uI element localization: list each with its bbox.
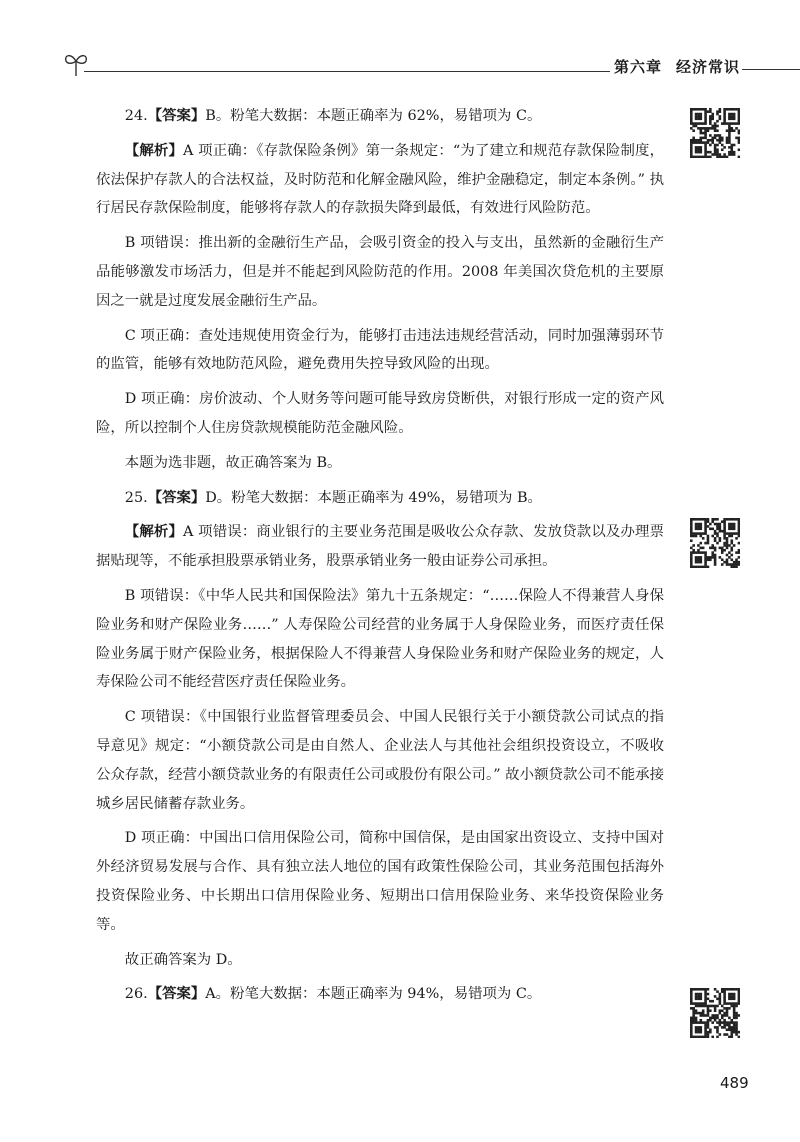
analysis-25-c: C 项错误：《中国银行业监督管理委员会、中国人民银行关于小额贷款公司试点的指导意见》规定：“小额贷款公司是由自然人、企业法人与其他社会组织投资设立，不吸收公众存款，经营小额贷款业务的有限责任公司或股份有限公司。” 故小额贷款公司不能承接城乡居民储蓄存款业务。	[96, 709, 664, 812]
analysis-24-d: D 项正确：房价波动、个人财务等问题可能导致房贷断供，对银行形成一定的资产风险，所以控制个人住房贷款规模能防范金融风险。	[96, 391, 664, 436]
answer-26: 26.【答案】A。粉笔大数据：本题正确率为 94%，易错项为 C。	[124, 986, 542, 1003]
answer-explanations	[96, 102, 664, 1009]
answer-24: 24.【答案】B。粉笔大数据：本题正确率为 62%，易错项为 C。	[124, 108, 542, 124]
analysis-24-b: B 项错误：推出新的金融衍生产品，会吸引资金的投入与支出，虽然新的金融衍生产品能够激发市场活力，但是并不能起到风险防范的作用。2008 年美国次贷危机的主要原因之一就是过度发展金融衍生产品。	[96, 235, 664, 309]
conclusion-24: 本题为选非题，故正确答案为 B。	[124, 454, 342, 471]
qr-code-icon[interactable]	[690, 518, 740, 568]
chapter-number: 第六章	[614, 58, 663, 76]
analysis-25-b: B 项错误：《中华人民共和国保险法》第九十五条规定：“……保险人不得兼营人身保险业务和财产保险业务……” 人寿保险公司经营的业务属于人身保险业务，而医疗责任保险业务属于财产保险业务，根据保险人不得兼营人身保险业务和财产保险业务的规定，人寿保险公司不能经营医疗责任保险业务。	[96, 587, 664, 691]
qr-code-icon[interactable]	[690, 108, 740, 158]
chapter-heading	[610, 56, 744, 77]
analysis-25-a: 【解析】A 项错误：商业银行的主要业务范围是吸收公众存款、发放贷款以及办理票据贴现等，不能承担股票承销业务，股票承销业务一般由证券公司承担。	[96, 524, 664, 570]
answer-25: 25.【答案】D。粉笔大数据：本题正确率为 49%，易错项为 B。	[124, 489, 542, 506]
page-header	[62, 48, 762, 78]
header-rule-right	[742, 69, 800, 70]
sprout-icon	[62, 48, 90, 78]
header-rule	[84, 71, 652, 72]
analysis-24-a: 【解析】A 项正确：《存款保险条例》第一条规定：“为了建立和规范存款保险制度，依法保护存款人的合法权益，及时防范和化解金融风险，维护金融稳定，制定本条例。” 执行居民存款保险制度，能够将存款人的存款损失降到最低，有效进行风险防范。	[96, 142, 664, 217]
analysis-25-d: D 项正确：中国出口信用保险公司，简称中国信保，是由国家出资设立、支持中国对外经济贸易发展与合作、具有独立法人地位的国有政策性保险公司，其业务范围包括海外投资保险业务、中长期出口信用保险业务、短期出口信用保险业务、来华投资保险业务等。	[96, 830, 664, 933]
conclusion-25: 故正确答案为 D。	[124, 951, 242, 968]
analysis-24-c: C 项正确：查处违规使用资金行为，能够打击违法违规经营活动，同时加强薄弱环节的监管，能够有效地防范风险，避免费用失控导致风险的出现。	[96, 327, 664, 373]
chapter-title: 经济常识	[676, 58, 741, 76]
page-number: 489	[720, 1074, 749, 1092]
qr-code-icon[interactable]	[690, 988, 740, 1038]
